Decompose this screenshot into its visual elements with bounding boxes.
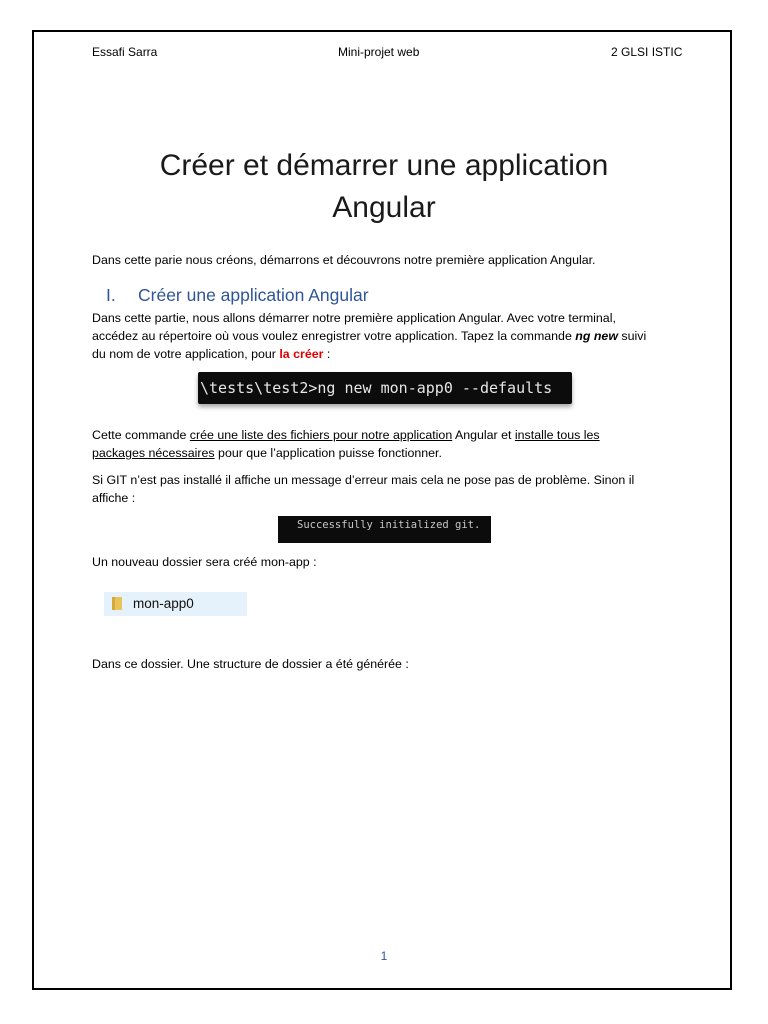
paragraph-line: Dans cette partie, nous allons démarrer notre première application Angular. Avec votre terminal, [92,311,616,325]
section-number: I. [106,285,116,305]
paragraph-structure: Dans ce dossier. Une structure de dossier a été générée : [92,657,409,671]
title-line-2: Angular [332,191,436,224]
text-run: pour que l’application puisse fonctionner. [214,446,442,460]
terminal-screenshot-ng-new [198,372,572,404]
header-author: Essafi Sarra [92,45,158,59]
folder-icon [112,597,122,610]
paragraph-line [92,444,692,462]
underlined-text: crée une liste des fichiers pour notre application [189,428,453,442]
paragraph-command-effect [92,426,692,462]
underlined-text: installe tous les [514,428,600,442]
paragraph-line [92,426,692,444]
title-line-1: Créer et démarrer une application [159,149,609,182]
text-run: Angular et [452,428,515,442]
header-course: Mini-projet web [338,45,420,59]
folder-name: mon-app0 [133,596,194,611]
text-run: du nom de votre application, pour [92,347,280,361]
highlight-la-creer: la créer [279,347,324,361]
paragraph-new-folder: Un nouveau dossier sera créé mon-app : [92,555,317,569]
intro-paragraph: Dans cette parie nous créons, démarrons et découvrons notre première application Angular. [92,253,596,267]
page-title [34,145,734,229]
document-page [32,30,732,990]
paragraph-create-app [92,309,692,363]
paragraph-line: affiche : [92,491,136,505]
paragraph-line [92,327,692,345]
terminal-output: Successfully initialized git. [297,519,481,531]
text-run: accédez au répertoire où vous voulez enregistrer votre application. Tapez la commande [92,329,576,343]
section-heading: Créer une application Angular [138,285,369,305]
page-number: 1 [380,949,388,963]
command-ng-new: ng new [575,329,618,343]
paragraph-git [92,471,692,507]
folder-item[interactable] [104,592,247,616]
terminal-command: \tests\test2>ng new mon-app0 --defaults [200,379,553,397]
underlined-text: packages nécessaires [92,446,215,460]
text-run: suivi [617,329,647,343]
text-run: Cette commande [92,428,190,442]
paragraph-line: Si GIT n’est pas installé il affiche un message d’erreur mais cela ne pose pas de problème. Sinon il [92,473,635,487]
paragraph-line [92,345,692,363]
text-run: : [323,347,331,361]
header-class: 2 GLSI ISTIC [611,45,683,59]
terminal-screenshot-git [278,516,491,543]
